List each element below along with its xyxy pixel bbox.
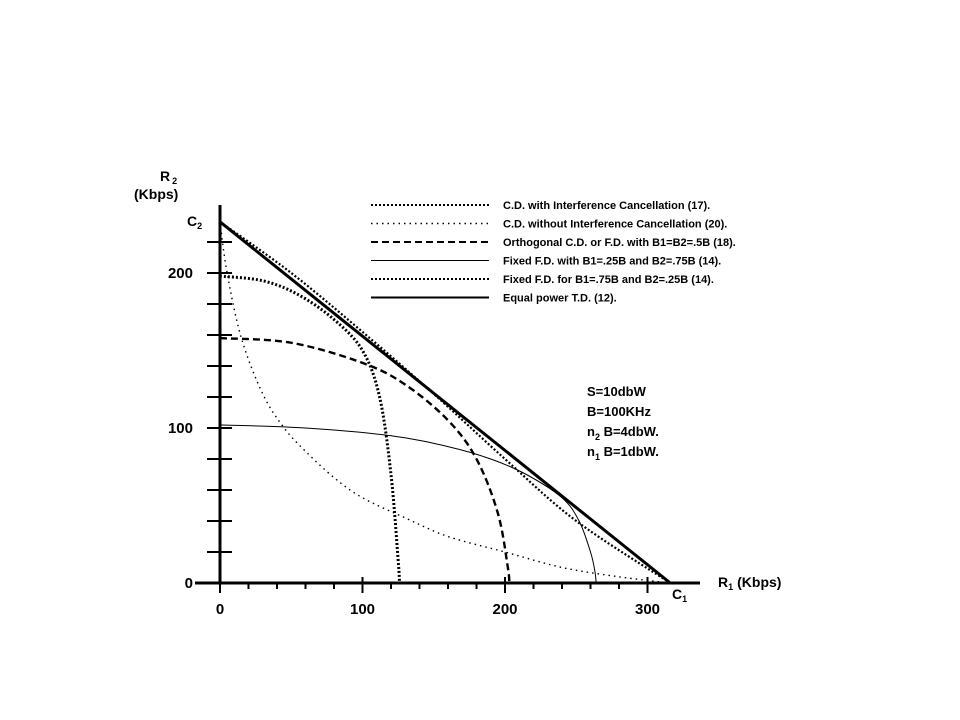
c1-label: $C_1$ (672, 586, 688, 604)
y-axis-label (160, 168, 177, 186)
legend-label-6: Equal power T.D. (12). (503, 292, 617, 305)
legend-label-1: C.D. with Interference Cancellation (17). (503, 200, 711, 212)
series-line-3 (220, 338, 509, 583)
x-tick-label: 300 (634, 601, 661, 618)
parameter-annotation: $n_2$ B=4dbW. (587, 424, 659, 442)
x-minor-ticks (220, 577, 648, 593)
series-line-5 (220, 276, 400, 583)
y-axis-units: (Kbps) (134, 186, 179, 202)
parameter-annotation: B=100KHz (587, 404, 651, 419)
legend-label-4: Fixed F.D. with B1=.25B and B2=.75B (14). (503, 255, 722, 268)
y-axis-label-main: R (160, 168, 171, 184)
y-tick-label: 200 (167, 265, 193, 282)
c2-label: $C_2$ (187, 213, 203, 231)
legend-label-3: Orthogonal C.D. or F.D. with B1=B2=.5B (18). (503, 237, 736, 249)
y-tick-label: 0 (184, 575, 193, 592)
x-tick-label: 0 (215, 601, 225, 618)
x-tick-label: 200 (492, 601, 518, 618)
series-line-4 (220, 425, 596, 583)
x-tick-label: 100 (349, 601, 376, 618)
y-tick-label: 100 (167, 420, 193, 437)
legend (371, 200, 736, 305)
legend-label-2: C.D. without Interference Cancellation (20). (503, 218, 728, 231)
parameter-annotation: S=10dbW (587, 384, 646, 399)
annotations (587, 384, 659, 462)
x-axis-label: $R_1$ (Kbps) (718, 574, 782, 592)
parameter-annotation: $n_1$ B=1dbW. (587, 444, 659, 462)
y-axis-label-sub: 2 (172, 176, 178, 186)
legend-label-5: Fixed F.D. for B1=.75B and B2=.25B (14). (503, 274, 714, 286)
